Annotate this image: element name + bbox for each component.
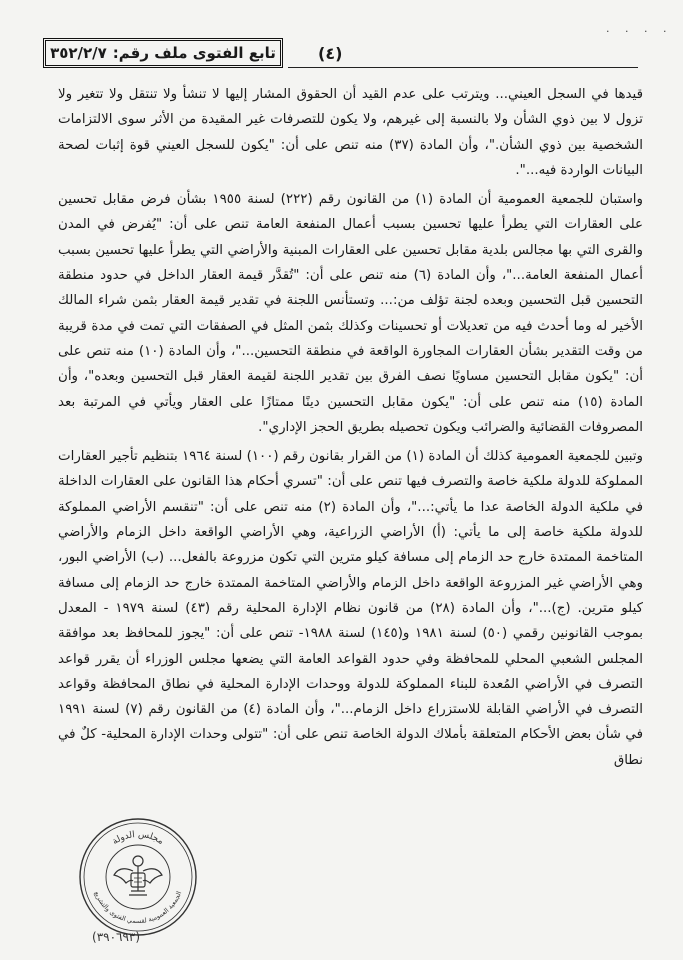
seal-bottom-text: الجمعية العمومية لقسمي الفتوى والتشريع <box>92 890 184 926</box>
corner-marks: · · · · <box>606 25 673 38</box>
file-number: ٣٥٢/٢/٧ <box>50 44 107 62</box>
seal-top-text: مجلس الدولة <box>110 829 166 848</box>
state-council-seal <box>76 815 200 939</box>
header-divider <box>288 67 638 68</box>
paragraph-3: وتبين للجمعية العمومية كذلك أن المادة (١) من القرار بقانون رقم (١٠٠) لسنة ١٩٦٤ بتنظيم تأجير العقارات المملوكة للدولة ملكية خاصة والتصرف فيها تنص على أن: "تسري أحكام هذا القانون على العقارات الداخلة في ملكية الدولة الخاصة عدا ما يأتي:..."، وأن المادة (٢) منه تنص على أن: "تنقسم الأراضي المملوكة للدولة ملكية خاصة إلى ما يأتي: (أ) الأراضي الزراعية، وهي الأراضي الواقعة داخل الزمام والأراضي المتاخمة الممتدة خارج حد الزمام إلى مسافة كيلو مترين التي تكون مزروعة بالفعل... (ب) الأراضي البور، وهي الأراضي غير المزروعة الواقعة داخل الزمام والأراضي المتاخمة الممتدة خارج حد الزمام إلى مسافة كيلو مترين. (ج)..."، وأن المادة (٢٨) من قانون نظام الإدارة المحلية رقم (٤٣) لسنة ١٩٧٩ - المعدل بموجب القانونين رقمي (٥٠) لسنة ١٩٨١ و(١٤٥) لسنة ١٩٨٨- تنص على أن: "يجوز للمحافظ بعد موافقة المجلس الشعبي المحلي للمحافظة وفي حدود القواعد العامة التي يضعها مجلس الوزراء أن يقرر قواعد التصرف في الأراضي المُعدة للبناء المملوكة للدولة ووحدات الإدارة المحلية في نطاق المحافظة وقواعد التصرف في الأراضي القابلة للاستزراع داخل الزمام..."، وأن المادة (٤) من القانون رقم (٧) لسنة ١٩٩١ في شأن بعض الأحكام المتعلقة بأملاك الدولة الخاصة تنص على أن: "تتولى وحدات الإدارة المحلية- كلٌ في نطاق <box>58 449 643 768</box>
paragraph-2: واستبان للجمعية العمومية أن المادة (١) من القانون رقم (٢٢٢) لسنة ١٩٥٥ بشأن فرض مقابل تحسين على العقارات التي يطرأ عليها تحسين بسبب أعمال المنفعة العامة تنص على أن: "يُفرض في المدن والقرى التي بها مجالس بلدية مقابل تحسين على العقارات المبنية والأراضي التي يطرأ عليها تحسين بسبب أعمال المنفعة العامة..."، وأن المادة (٦) منه تنص على أن: "تُقدَّر قيمة العقار الداخل في حدود منطقة التحسين قبل التحسين وبعده لجنة تؤلف من:... وتستأنس اللجنة في تقدير قيمة العقار بثمن شراء المالك الأخير له وما أحدث فيه من تعديلات أو تحسينات وكذلك بثمن المثل في الصفقات التي تمت في مدة قريبة من وقت التقدير بشأن العقارات المجاورة الواقعة في منطقة التحسين..."، وأن المادة (١٠) منه تنص على أن: "يكون مقابل التحسين مساويًا نصف الفرق بين تقدير اللجنة لقيمة العقار قبل التحسين وبعده"، وأن المادة (١٥) منه تنص على أن: "يكون مقابل التحسين دينًا ممتازًا على العقار ويأتي في المرتبة بعد المصروفات القضائية والضرائب ويكون تحصيله بطريق الحجز الإداري". <box>58 192 643 435</box>
page-number: (٤) <box>318 44 343 63</box>
file-number-label: تابع الفتوى ملف رقم: <box>112 44 276 62</box>
archive-code: (٣٩٠٦٩٣) <box>92 930 141 944</box>
paragraph-1: قيدها في السجل العيني... ويترتب على عدم القيد أن الحقوق المشار إليها لا تنشأ ولا تنتقل ولا تتغير ولا تزول لا بين ذوي الشأن ولا بالنسبة إلى غيرهم، ولا يكون للتصرفات غير المقيدة من الأثر سوى الالتزامات الشخصية بين ذوي الشأن."، وأن المادة (٣٧) منه تنص على أن: "يكون للسجل العيني قوة إثبات لصحة البيانات الواردة فيه...". <box>58 87 643 178</box>
fatwa-body <box>58 82 643 822</box>
svg-text:مجلس الدولة <box>111 830 166 847</box>
eagle-emblem-icon <box>114 856 162 895</box>
file-number-box <box>43 38 283 68</box>
